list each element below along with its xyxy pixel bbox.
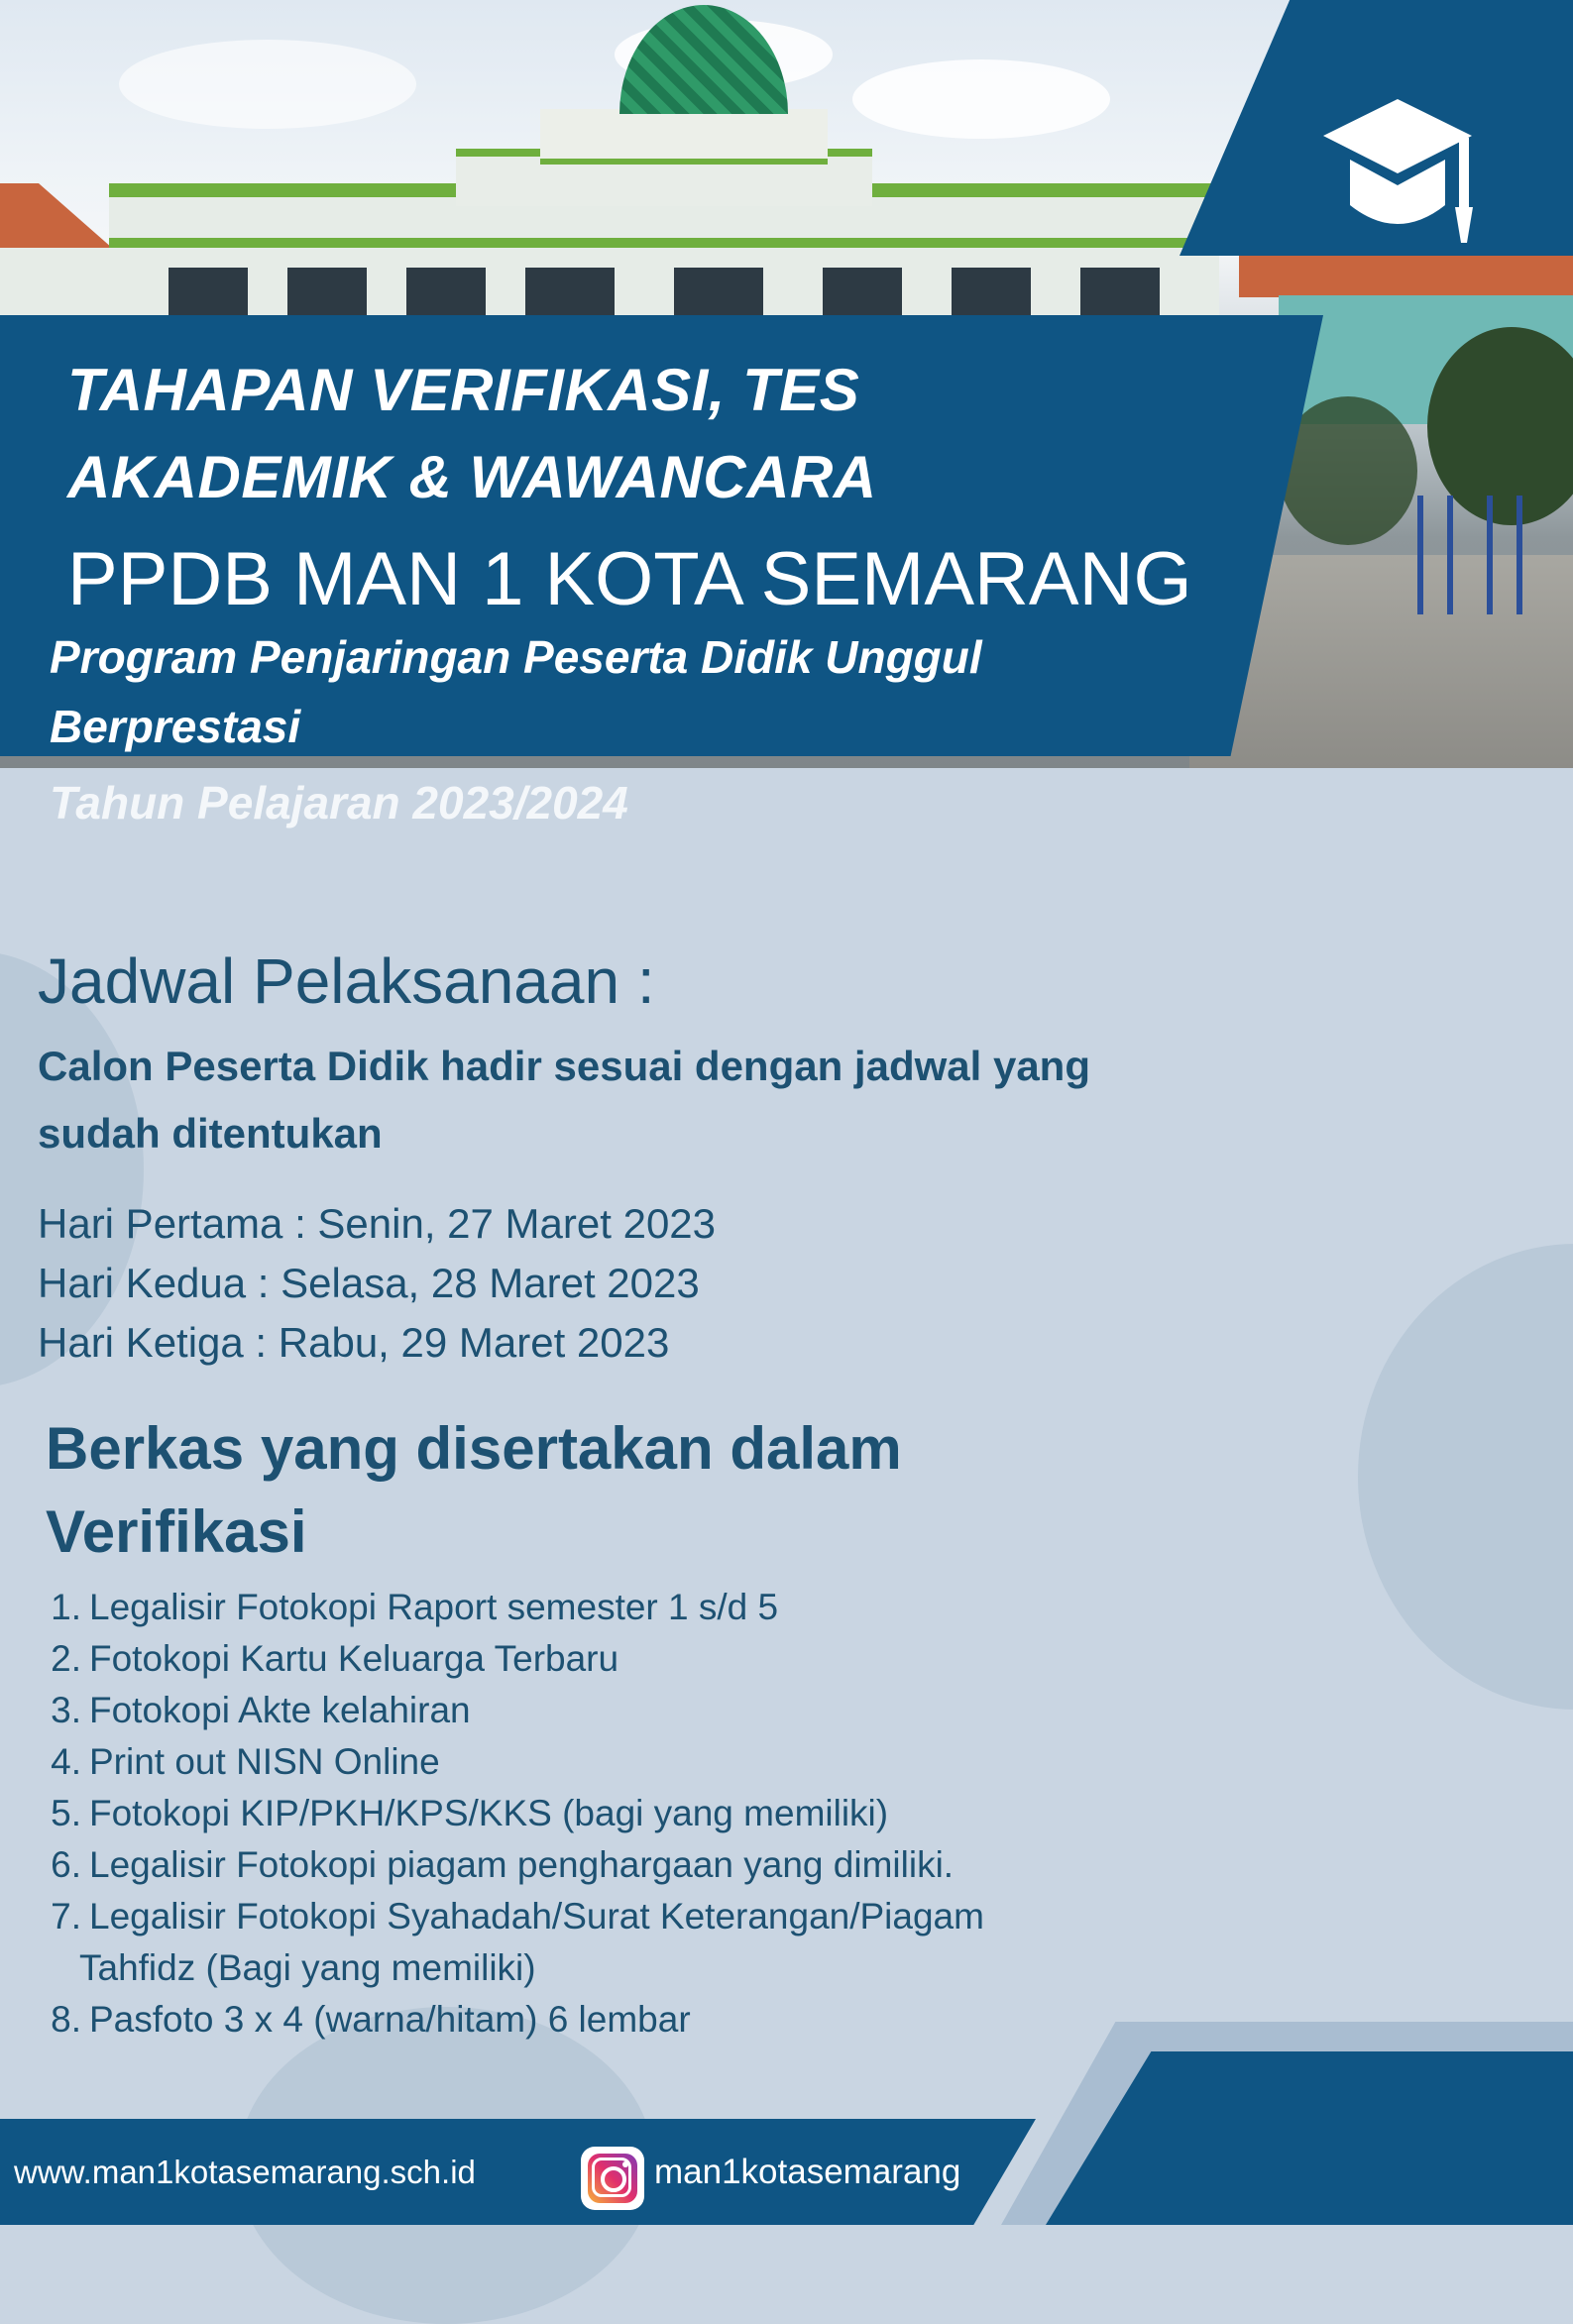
list-item: 8. Pasfoto 3 x 4 (warna/hitam) 6 lembar (51, 1999, 691, 2040)
list-item: 2. Fotokopi Kartu Keluarga Terbaru (51, 1638, 619, 1679)
documents-list (40, 1582, 1140, 2046)
schedule-day-1: Hari Pertama : Senin, 27 Maret 2023 (38, 1200, 717, 1247)
schedule-subtitle: Calon Peserta Didik hadir sesuai dengan jadwal yang sudah ditentukan (38, 1043, 1090, 1157)
graduation-cap-icon (1318, 94, 1477, 258)
list-item: 4. Print out NISN Online (51, 1741, 440, 1782)
page-title: TAHAPAN VERIFIKASI, TES AKADEMIK & WAWANCARA (67, 357, 877, 510)
school-name: PPDB MAN 1 KOTA SEMARANG (67, 537, 1192, 621)
documents-title: Berkas yang disertakan dalam Verifikasi (46, 1415, 902, 1565)
list-item: 6. Legalisir Fotokopi piagam penghargaan yang dimiliki. (51, 1844, 955, 1885)
schedule-day-2: Hari Kedua : Selasa, 28 Maret 2023 (38, 1260, 700, 1306)
instagram-icon[interactable] (581, 2147, 644, 2210)
list-item: 1. Legalisir Fotokopi Raport semester 1 s/d 5 (51, 1587, 779, 1627)
schedule-title: Jadwal Pelaksanaan : (38, 945, 655, 1017)
schedule-day-3: Hari Ketiga : Rabu, 29 Maret 2023 (38, 1319, 670, 1366)
instagram-handle[interactable]: man1kotasemarang (654, 2153, 961, 2191)
website-link[interactable]: www.man1kotasemarang.sch.id (14, 2154, 476, 2190)
list-item: 7. Legalisir Fotokopi Syahadah/Surat Keterangan/Piagam Tahfidz (Bagi yang memiliki) (51, 1896, 984, 1988)
list-item: 5. Fotokopi KIP/PKH/KPS/KKS (bagi yang memiliki) (51, 1793, 889, 1833)
decor-circle-right (1358, 1244, 1573, 1710)
school-year: Tahun Pelajaran 2023/2024 (50, 777, 628, 829)
list-item: 3. Fotokopi Akte kelahiran (51, 1690, 471, 1730)
program-name: Program Penjaringan Peserta Didik Unggul Berprestasi (50, 631, 982, 752)
